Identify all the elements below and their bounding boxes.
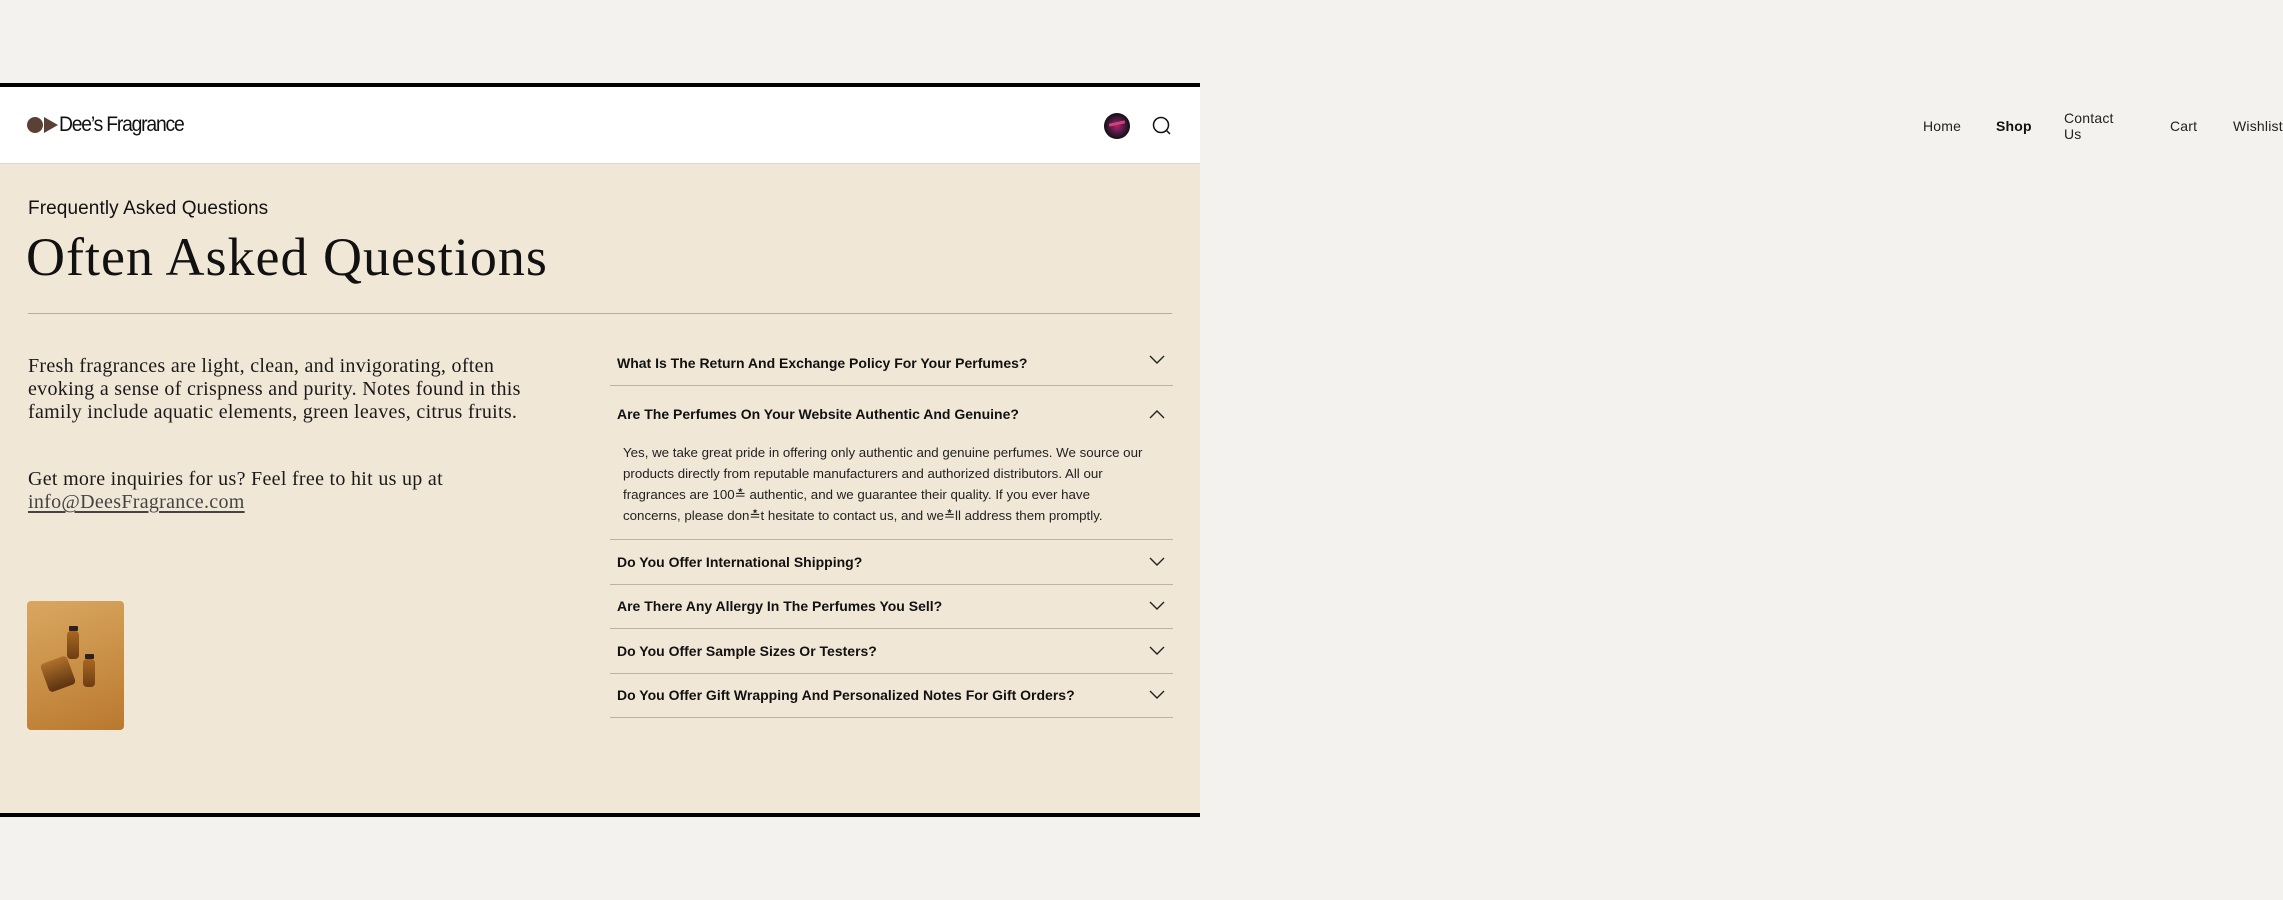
brand-logo[interactable] xyxy=(27,113,194,137)
bottle-cap xyxy=(69,626,78,631)
email-link[interactable]: info@DeesFragrance.com xyxy=(28,491,245,513)
search-icon[interactable] xyxy=(1152,116,1172,136)
faq-question-toggle[interactable] xyxy=(610,540,1173,584)
logo-circle-icon xyxy=(27,117,43,133)
intro-text: Fresh fragrances are light, clean, and invigorating, often evoking a sense of crispness and purity. Notes found in this family include aquatic elements, green leaves, citrus fruits. xyxy=(28,355,521,423)
inquiry-text xyxy=(28,468,548,514)
faq-question-toggle[interactable] xyxy=(610,355,1173,385)
faq-question: Are There Any Allergy In The Perfumes You Sell? xyxy=(617,598,943,615)
logo-play-icon xyxy=(44,117,58,133)
faq-item xyxy=(610,355,1173,386)
chevron-up-icon xyxy=(1149,409,1165,419)
faq-section xyxy=(0,164,1200,813)
faq-item xyxy=(610,585,1173,630)
faq-question: Do You Offer International Shipping? xyxy=(617,553,863,570)
title-divider xyxy=(28,313,1172,314)
faq-question-toggle[interactable] xyxy=(610,674,1173,718)
chevron-down-icon xyxy=(1149,355,1165,365)
faq-question-toggle[interactable] xyxy=(610,585,1173,629)
page-title: Often Asked Questions xyxy=(26,227,548,287)
nav-item-wishlist[interactable]: Wishlist xyxy=(2233,117,2283,134)
faq-item-expanded xyxy=(610,386,1173,540)
faq-question: Are The Perfumes On Your Website Authentic And Genuine? xyxy=(617,406,1019,422)
perfume-bottles-photo xyxy=(27,601,124,730)
user-avatar[interactable] xyxy=(1104,113,1130,139)
bottle-shape xyxy=(40,655,77,693)
nav-item-home[interactable]: Home xyxy=(1923,117,1962,134)
bottle-cap xyxy=(85,654,94,659)
faq-item xyxy=(610,674,1173,719)
chevron-down-icon xyxy=(1149,690,1165,700)
faq-accordion xyxy=(610,355,1173,718)
faq-question: Do You Offer Sample Sizes Or Testers? xyxy=(617,642,877,659)
bottle-shape xyxy=(83,659,95,687)
nav-item-contact-us[interactable]: Contact Us xyxy=(2064,109,2114,142)
faq-question-toggle[interactable] xyxy=(610,629,1173,673)
faq-question: What Is The Return And Exchange Policy For Your Perfumes? xyxy=(617,355,1028,371)
faq-answer: Yes, we take great pride in offering only authentic and genuine perfumes. We source our products directly from reputable manufacturers and authorized distributors. All our fragrances are 100≛ authentic, and we guarantee their quality. If you ever have concerns, please don≛t hesitate to contact us, and we≛ll address them promptly. xyxy=(623,445,1143,523)
site-header xyxy=(0,87,2283,164)
bottle-shape xyxy=(67,631,79,659)
brand-name: Dee’s Fragrance xyxy=(59,113,184,136)
faq-item xyxy=(610,629,1173,674)
inquiry-label: Get more inquiries for us? Feel free to hit us up at xyxy=(28,468,443,490)
chevron-down-icon xyxy=(1149,557,1165,567)
logo-mark-icon xyxy=(27,117,58,133)
faq-question-toggle[interactable] xyxy=(610,386,1173,442)
chevron-down-icon xyxy=(1149,646,1165,656)
section-eyebrow: Frequently Asked Questions xyxy=(28,198,269,219)
window-bottom-border xyxy=(0,813,1200,817)
faq-question: Do You Offer Gift Wrapping And Personalized Notes For Gift Orders? xyxy=(617,687,1075,704)
nav-item-shop[interactable]: Shop xyxy=(1996,117,2032,134)
chevron-down-icon xyxy=(1149,601,1165,611)
nav-item-cart[interactable]: Cart xyxy=(2170,117,2198,134)
faq-item xyxy=(610,540,1173,585)
